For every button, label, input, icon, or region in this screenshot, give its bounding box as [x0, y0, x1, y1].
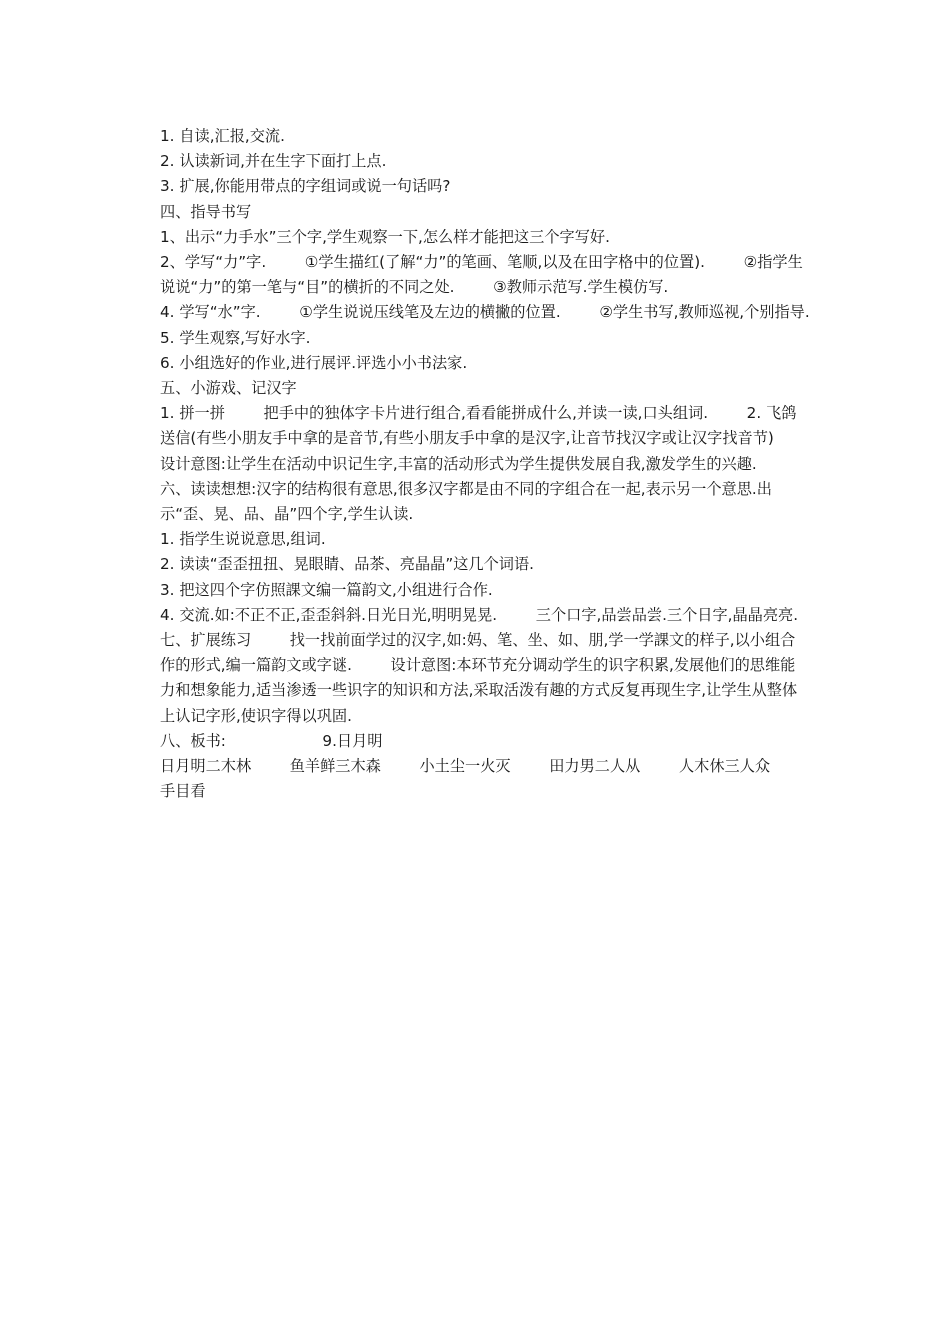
text-line: 1. 自读,汇报,交流.	[160, 127, 285, 145]
text-line: 1、出示“力手水”三个字,学生观察一下,怎么样才能把这三个字写好.	[160, 227, 610, 246]
section-heading: 七、扩展练习 找一找前面学过的汉字,如:妈、笔、坐、如、朋,学一学課文的样子,以小组合作的形式,编一篇韵文或字谜. 设计意图:本环节充分调动学生的识字积累,发展他们的思维能力和想象能力,适当渗透一些识字的知识和方法,采取活泼有趣的方式反复再现生字,让学生从整体上认记字形,使识字得以巩固.	[160, 631, 798, 725]
section-heading: 八、板书: 9.日月明	[160, 731, 383, 750]
text-line: 1. 拼一拼 把手中的独体字卡片进行组合,看看能拼成什么,并读一读,口头组词. 2. 飞鸽送信(有些小朋友手中拿的是音节,有些小朋友手中拿的是汉字,让音节找汉字或让汉字找音节) 设计意图:让学生在活动中识记生字,丰富的活动形式为学生提供发展自我,激发学生的兴趣.	[160, 404, 813, 473]
document-body	[160, 124, 813, 804]
section-heading: 四、指导书写	[160, 202, 252, 221]
text-line: 2. 认读新词,并在生字下面打上点.	[160, 152, 387, 171]
section-heading: 五、小游戏、记汉字	[160, 379, 297, 398]
text-line: 6. 小组选好的作业,进行展评.评选小小书法家.	[160, 353, 468, 372]
section-heading: 六、读读想想:汉字的结构很有意思,很多汉字都是由不同的字组合在一起,表示另一个意思.出示“歪、晃、品、晶”四个字,学生认读.	[160, 479, 772, 524]
text-line: 2、学写“力”字. ①学生描红(了解“力”的笔画、笔顺,以及在田字格中的位置). ②指学生说说“力”的第一笔与“目”的横折的不同之处. ③教师示范写.学生模仿写.	[160, 253, 803, 297]
text-line: 1. 指学生说说意思,组词.	[160, 530, 326, 549]
board-writing: 日月明二木林 鱼羊鲜三木森 小土尘一火灭 田力男二人从 人木休三人众 手目看	[160, 757, 809, 801]
text-line: 3. 把这四个字仿照課文编一篇韵文,小组进行合作.	[160, 580, 493, 599]
text-line: 3. 扩展,你能用带点的字组词或说一句话吗?	[160, 177, 451, 196]
text-line: 2. 读读“歪歪扭扭、晃眼睛、品茶、亮晶晶”这几个词语.	[160, 555, 535, 574]
text-line: 5. 学生观察,写好水字.	[160, 328, 311, 347]
text-line: 4. 交流.如:不正不正,歪歪斜斜.日光日光,明明晃晃. 三个口字,品尝品尝.三个日字,晶晶亮亮.	[160, 605, 799, 624]
text-line: 4. 学写“水”字. ①学生说说压线笔及左边的横撇的位置. ②学生书写,教师巡视,个别指导.	[160, 303, 810, 322]
